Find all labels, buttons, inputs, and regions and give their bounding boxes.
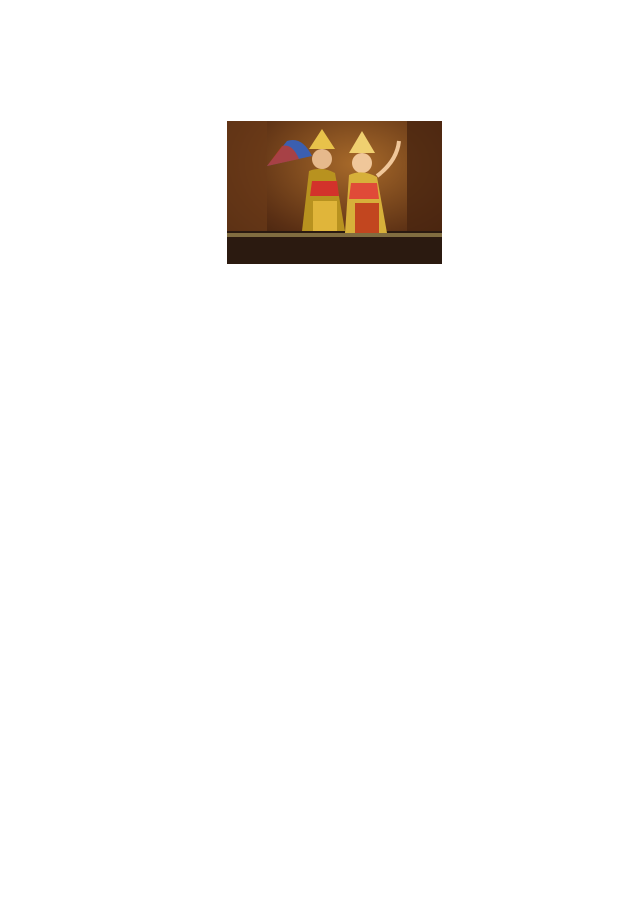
legong-dance-photo — [227, 121, 442, 264]
dancers-image — [227, 121, 442, 264]
